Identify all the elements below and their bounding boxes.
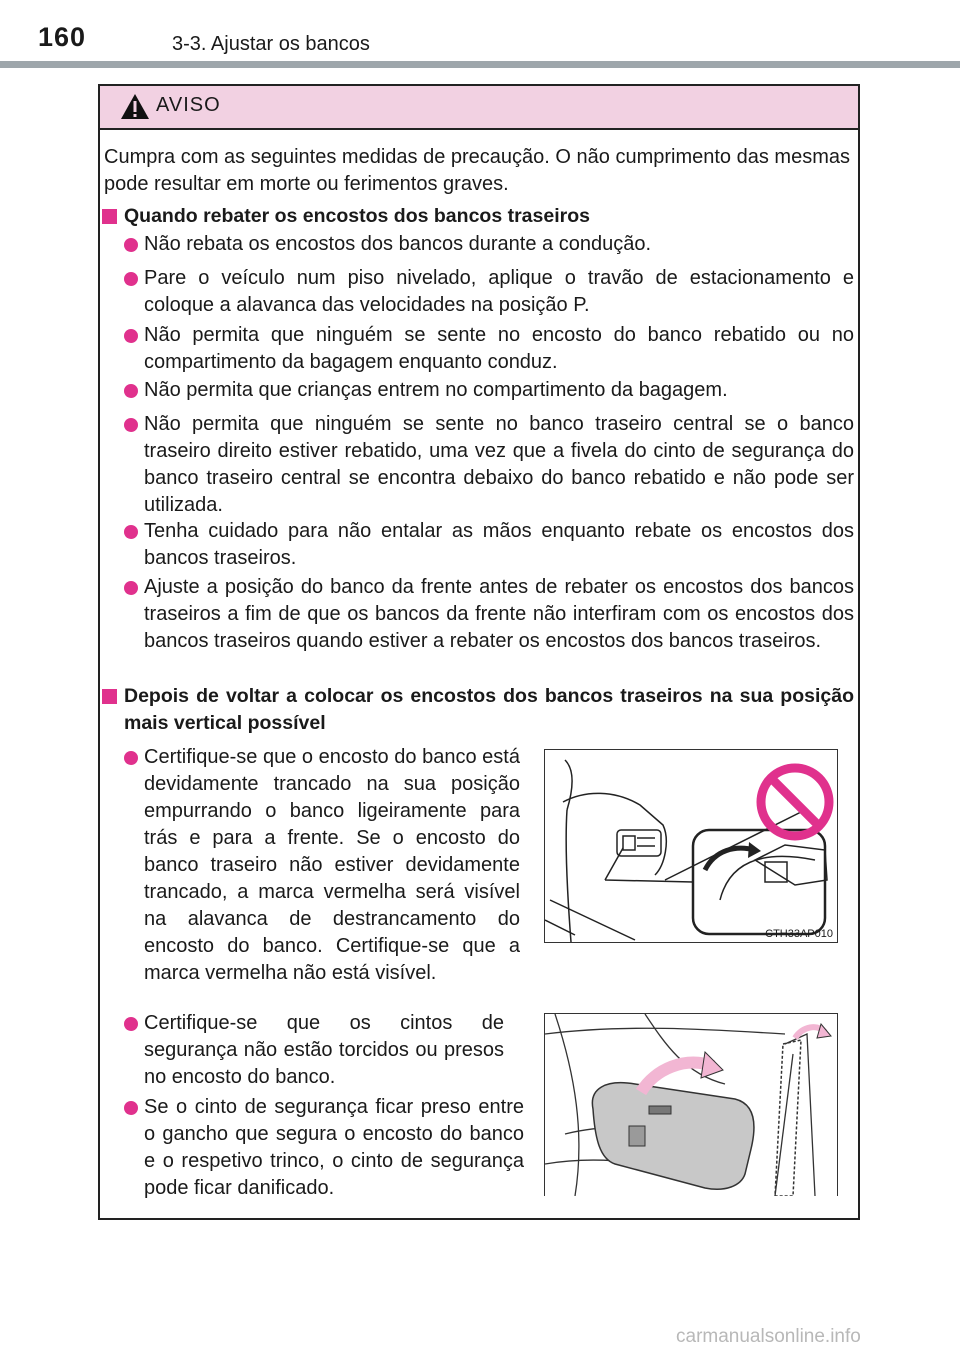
list-item-text: Não permita que crianças entrem no compartimento da bagagem. [144, 379, 728, 401]
square-bullet-icon [102, 209, 117, 224]
watermark: carmanualsonline.info [676, 1326, 861, 1347]
list-item [124, 322, 854, 376]
warning-triangle-icon [120, 93, 150, 120]
list-item [124, 1094, 524, 1202]
bullet-dot-icon [124, 272, 138, 286]
subheading-upright-text: Depois de voltar a colocar os encostos dos bancos traseiros na sua posição mais vertical possível [124, 685, 854, 734]
list-item-text: Se o cinto de segurança ficar preso entre o gancho que segura o encosto do banco e o respetivo trinco, o cinto de segurança pode ficar danificado. [144, 1096, 524, 1199]
header-rule [0, 61, 960, 68]
list-item-text: Pare o veículo num piso nivelado, aplique o travão de estacionamento e coloque a alavanca das velocidades na posição P. [144, 267, 854, 316]
warning-title: AVISO [156, 94, 221, 116]
list-item [124, 744, 520, 987]
list-item [124, 377, 854, 404]
bullet-dot-icon [124, 384, 138, 398]
list-item-text: Não rebata os encostos dos bancos durante a condução. [144, 233, 652, 255]
list-item-text: Tenha cuidado para não entalar as mãos enquanto rebate os encostos dos bancos traseiros. [144, 520, 854, 569]
square-bullet-icon [102, 689, 117, 704]
page-number: 160 [38, 22, 87, 52]
list-item-text: Certifique-se que os cintos de segurança não estão torcidos ou presos no encosto do banco. [144, 1012, 504, 1088]
seatback-lock-drawing [545, 750, 837, 942]
list-item [124, 231, 854, 258]
bullet-dot-icon [124, 581, 138, 595]
seatback-lock-illustration [544, 749, 838, 943]
seatbelt-drawing [545, 1014, 837, 1196]
list-item-text: Ajuste a posição do banco da frente antes de rebater os encostos dos bancos traseiros a fim de que os bancos da frente não interfiram com os encostos dos bancos traseiros quando estiver a rebater os encostos dos bancos traseiros. [144, 576, 854, 652]
seatbelt-illustration [544, 1013, 838, 1196]
list-item [124, 411, 854, 519]
illustration-code: CTH33AP010 [765, 928, 833, 940]
subheading-upright [102, 683, 854, 737]
list-item [124, 265, 854, 319]
bullet-dot-icon [124, 238, 138, 252]
list-item [124, 574, 854, 655]
subheading-fold [102, 203, 854, 230]
bullet-dot-icon [124, 525, 138, 539]
list-item-text: Certifique-se que o encosto do banco está devidamente trancado na sua posição empurrando o banco ligeiramente para trás e para a frente. Se o encosto do banco traseiro não estiver devidamente trancado, a marca vermelha será visível na alavanca de destrancamento do encosto do banco. Certifique-se que a marca vermelha não está visível. [144, 746, 520, 984]
list-item-text: Não permita que ninguém se sente no banco traseiro central se o banco traseiro direito estiver rebatido, uma vez que a fivela do cinto de segurança do banco traseiro central se encontra debaixo do banco rebatido e não pode ser utilizada. [144, 413, 854, 516]
bullet-dot-icon [124, 1017, 138, 1031]
bullet-dot-icon [124, 751, 138, 765]
list-item [124, 1010, 504, 1091]
bullet-dot-icon [124, 329, 138, 343]
bullet-dot-icon [124, 1101, 138, 1115]
bullet-dot-icon [124, 418, 138, 432]
list-item [124, 518, 854, 572]
warning-intro: Cumpra com as seguintes medidas de precaução. O não cumprimento das mesmas pode resultar em morte ou ferimentos graves. [104, 146, 850, 195]
warning-header [100, 86, 858, 130]
subheading-fold-text: Quando rebater os encostos dos bancos traseiros [124, 205, 590, 227]
list-item-text: Não permita que ninguém se sente no encosto do banco rebatido ou no compartimento da bagagem enquanto conduz. [144, 324, 854, 373]
section-title: 3-3. Ajustar os bancos [172, 33, 370, 55]
